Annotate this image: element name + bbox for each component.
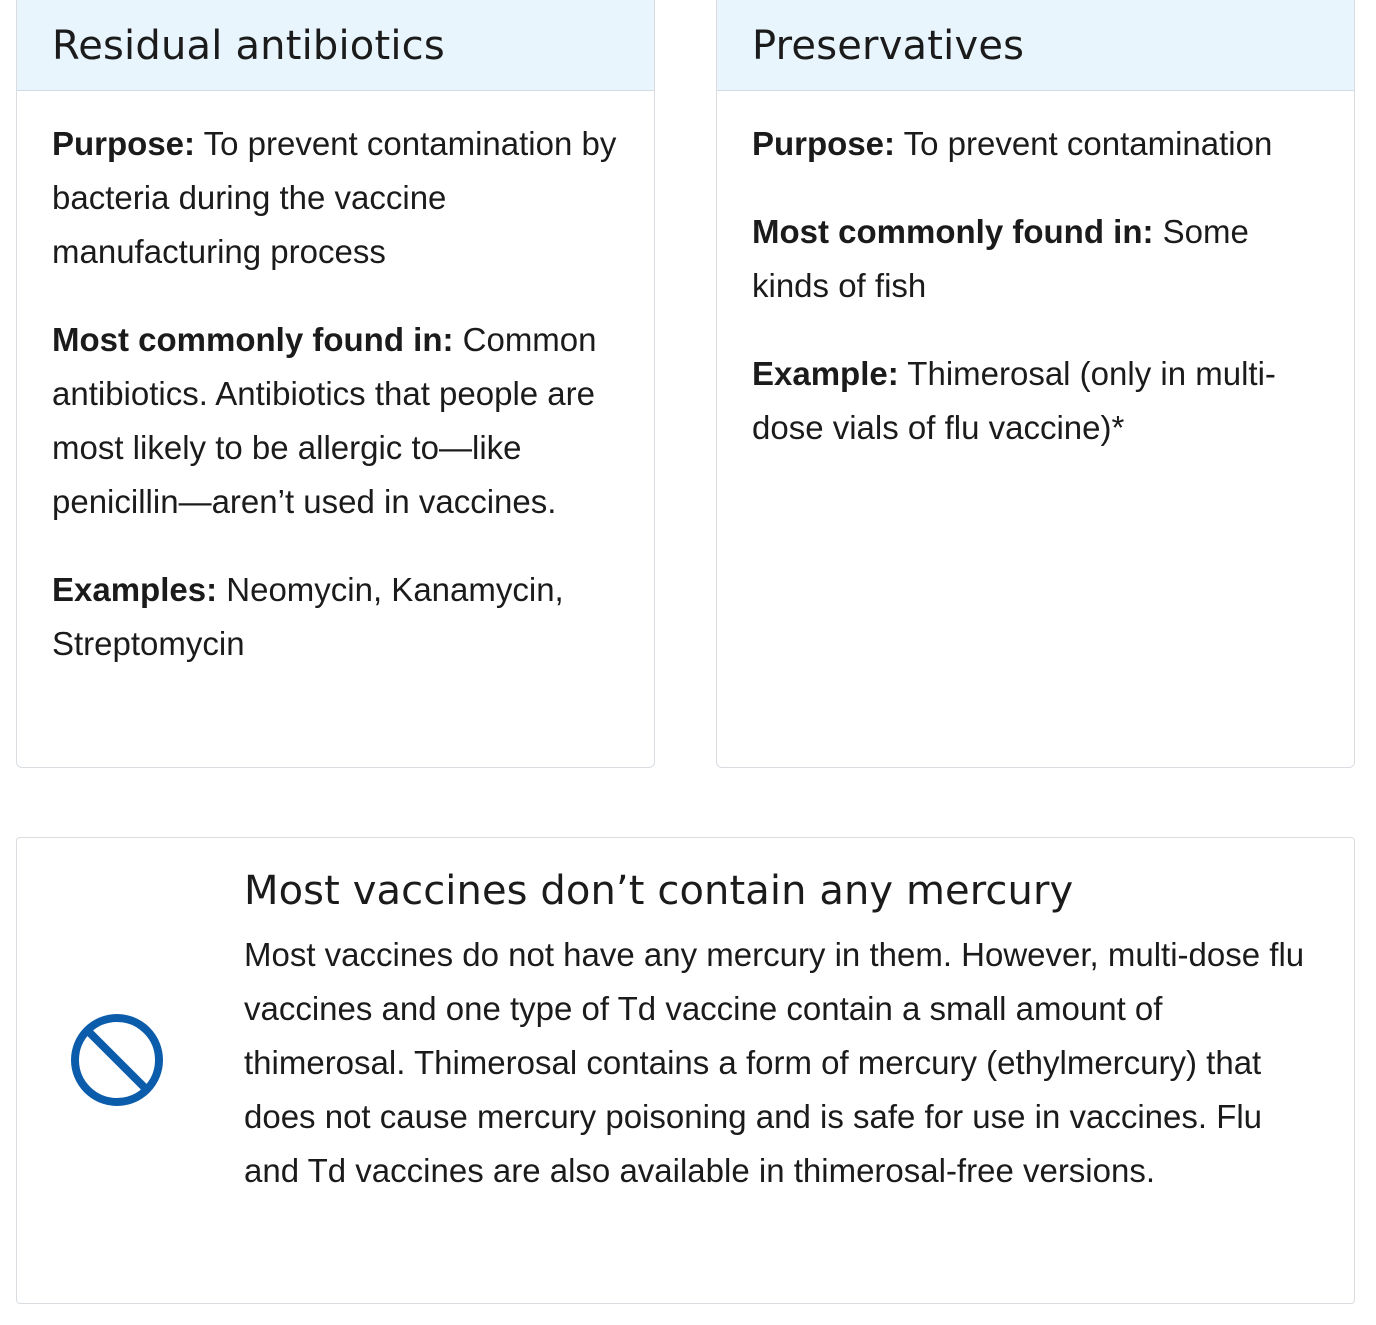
card-body (17, 91, 654, 671)
example-row (752, 347, 1324, 455)
row-label: Most commonly found in: (752, 213, 1154, 250)
callout-body: Most vaccines do not have any mercury in them. However, multi-dose flu vaccines and one type of Td vaccine contain a small amount of thimerosal. Thimerosal contains a form of mercury (ethylmercury) that does not cause mercury poisoning and is safe for use in vaccines. Flu and Td vaccines are also available in thimerosal-free versions. (244, 936, 1305, 1189)
card-preservatives (716, 0, 1355, 768)
row-label: Most commonly found in: (52, 321, 454, 358)
card-body (717, 91, 1354, 455)
purpose-row (52, 117, 624, 279)
card-residual-antibiotics (16, 0, 655, 768)
row-label: Examples: (52, 571, 218, 608)
row-label: Example: (752, 355, 899, 392)
callout-title: Most vaccines don’t contain any mercury (244, 868, 1074, 914)
card-title: Residual antibiotics (52, 22, 445, 69)
card-header (717, 0, 1354, 91)
row-label: Purpose: (752, 125, 896, 162)
row-text: To prevent contamination (895, 125, 1273, 162)
row-text: Common antibiotics. Antibiotics that people are most likely to be allergic to—like penicillin—aren’t used in vaccines. (52, 321, 597, 520)
row-text: Some kinds of fish (752, 213, 1249, 304)
mercury-callout (16, 837, 1355, 1304)
row-text: Neomycin, Kanamycin, Streptomycin (52, 571, 564, 662)
card-title: Preservatives (752, 22, 1025, 69)
callout-content (244, 868, 1324, 1198)
found-in-row (52, 313, 624, 529)
prohibited-icon (69, 1012, 165, 1108)
row-text: To prevent contamination by bacteria during the vaccine manufacturing process (52, 125, 617, 270)
row-label: Purpose: (52, 125, 196, 162)
card-header (17, 0, 654, 91)
found-in-row (752, 205, 1324, 313)
row-text: Thimerosal (only in multi-dose vials of flu vaccine)* (752, 355, 1276, 446)
examples-row (52, 563, 624, 671)
purpose-row (752, 117, 1324, 171)
